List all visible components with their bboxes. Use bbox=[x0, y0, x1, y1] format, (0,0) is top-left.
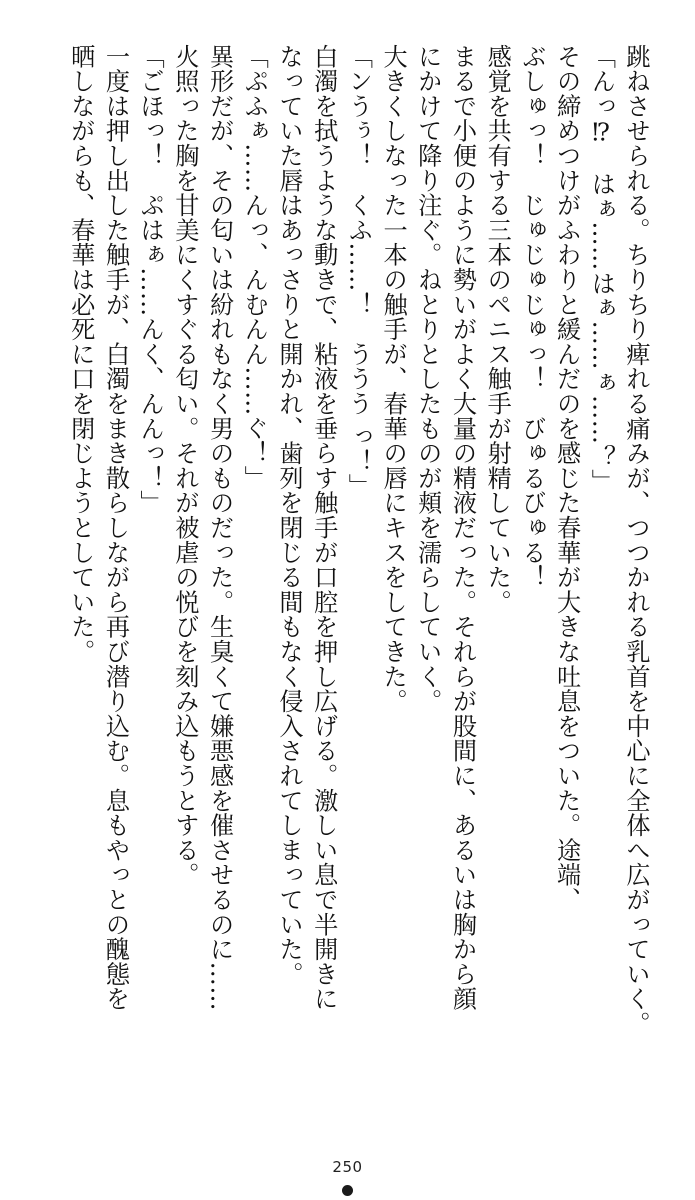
text-line: 「ごほっ！ ぷはぁ……んく、んんっ！」 bbox=[136, 44, 165, 516]
text-line: にかけて降り注ぐ。ねとりとしたものが頬を濡らしていく。 bbox=[413, 44, 442, 714]
text-line: 火照った胸を甘美にくすぐる匂い。それが被虐の悦びを刻み込もうとする。 bbox=[170, 44, 199, 888]
text-line: 感覚を共有する三本のペニス触手が射精していた。 bbox=[483, 44, 512, 615]
text-line: 「ぷふぁ……んっ、んむんん……ぐ！」 bbox=[240, 44, 269, 491]
text-line: 「ンうぅ！ くふ……！ ううう っ！」 bbox=[344, 44, 373, 499]
text-line: まるで小便のように勢いがよく大量の精液だった。それらが股間に、あるいは胸から顔 bbox=[448, 44, 477, 1012]
text-line: 大きくしなった一本の触手が、春華の唇にキスをしてきた。 bbox=[379, 44, 408, 714]
page-marker-dot bbox=[342, 1185, 353, 1196]
vertical-text-body bbox=[63, 44, 653, 1044]
text-line: 一度は押し出した触手が、白濁をまき散らしながら再び潜り込む。息もやっとの醜態を bbox=[101, 44, 130, 1012]
page-number: 250 bbox=[332, 1158, 363, 1176]
text-line: その締めつけがふわりと緩んだのを感じた春華が大きな吐息をついた。途端、 bbox=[552, 44, 581, 912]
text-line: 跳ねさせられる。ちりちり痺れる痛みが、つつかれる乳首を中心に全体へ広がっていく。 bbox=[622, 44, 650, 1036]
text-line: ぶしゅっ！ じゅじゅじゅっ！ びゅるびゅる！ bbox=[517, 44, 546, 590]
text-line: 異形だが、その匂いは紛れもなく男のものだった。生臭くて嫌悪感を催させるのに…… bbox=[205, 44, 234, 1012]
text-line: 「んっ⁉ はぁ……はぁ……ぁ……？」 bbox=[587, 44, 616, 495]
text-line: 白濁を拭うような動きで、粘液を垂らす触手が口腔を押し広げる。激しい息で半開きに bbox=[309, 44, 338, 1012]
text-line: 晒しながらも、春華は必死に口を閉じようとしていた。 bbox=[66, 44, 95, 664]
text-line: なっていた唇はあっさりと開かれ、歯列を閉じる間もなく侵入されてしまっていた。 bbox=[274, 44, 303, 987]
